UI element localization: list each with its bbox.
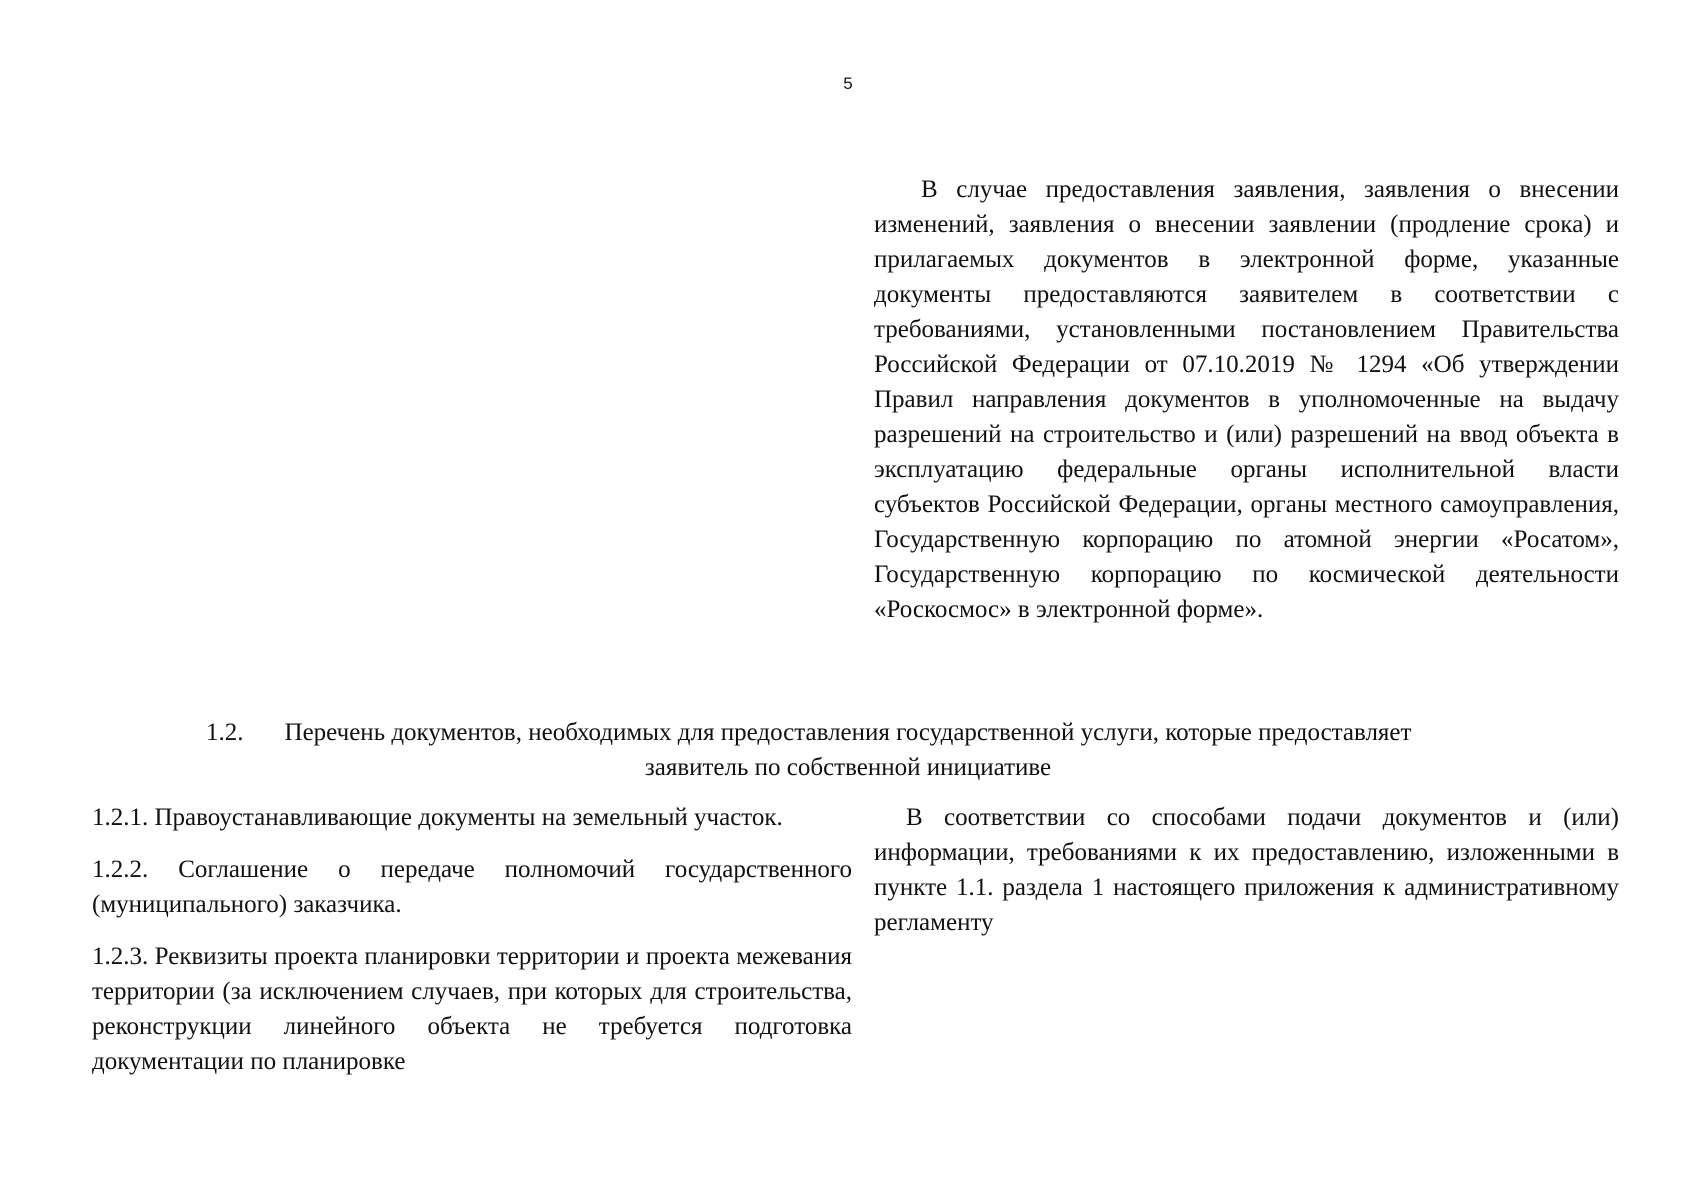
submission-method-note — [874, 800, 1619, 940]
electronic-form-paragraph: В случае предоставления заявления, заявления о внесении изменений, заявления о внесении заявлении (продление срока) и прилагаемых документов в электронной форме, указанные документы предоставляются заявителем в соответствии с требованиями, установленными постановлением Правительства Российской Федерации от 07.10.2019 № 1294 «Об утверждении Правил направления документов в уполномоченные на выдачу разрешений на строительство и (или) разрешений на ввод объекта в эксплуатацию федеральные органы исполнительной власти субъектов Российской Федерации, органы местного самоуправления, Государственную корпорацию по атомной энергии «Росатом», Государственную корпорацию по космической деятельности «Роскосмос» в электронной форме». — [874, 176, 1619, 623]
submission-method-text: В соответствии со способами подачи документов и (или) информации, требованиями к их предоставлению, изложенными в пункте 1.1. раздела 1 настоящего приложения к административному регламенту — [874, 804, 1619, 936]
list-item: 1.2.1. Правоустанавливающие документы на земельный участок. — [92, 804, 783, 831]
section-title: Перечень документов, необходимых для предоставления государственной услуги, которые предоставляет заявитель по собственной инициативе — [284, 719, 1412, 781]
section-heading — [100, 715, 1596, 785]
page-number: 5 — [843, 74, 853, 93]
document-list — [92, 800, 852, 1096]
list-item: 1.2.3. Реквизиты проекта планировки территории и проекта межевания территории (за исключением случаев, при которых для строительства, реконструкции линейного объекта не требуется подготовка документации по планировке — [92, 943, 852, 1075]
top-right-paragraph-block — [874, 172, 1619, 627]
section-number: 1.2. — [206, 719, 244, 746]
list-item: 1.2.2. Соглашение о передаче полномочий государственного (муниципального) заказчика. — [92, 856, 852, 918]
